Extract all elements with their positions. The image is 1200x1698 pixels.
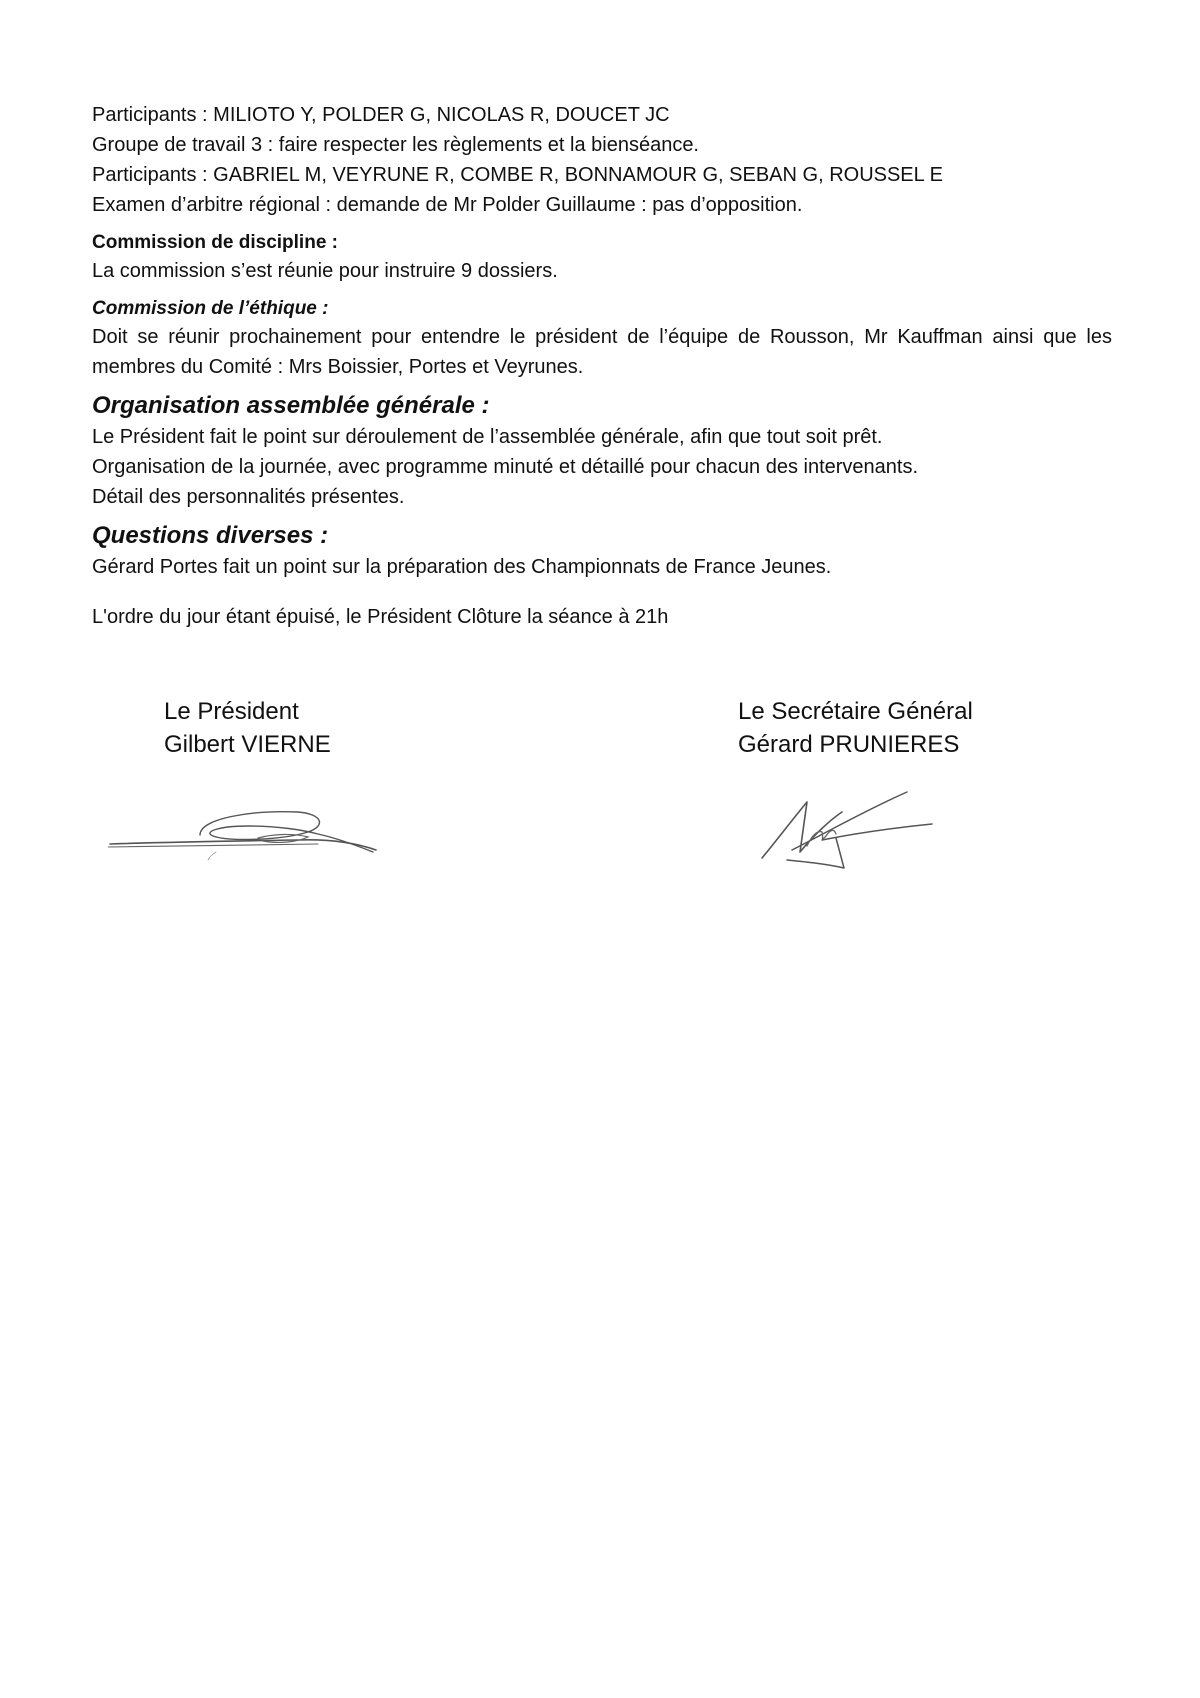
ethics-heading: Commission de l’éthique : (92, 298, 329, 319)
document-body (92, 100, 1112, 632)
misc-heading: Questions diverses : (92, 522, 329, 549)
participants-line-2: Participants : GABRIEL M, VEYRUNE R, COMBE R, BONNAMOUR G, SEBAN G, ROUSSEL E (92, 164, 943, 186)
secretary-name: Gérard PRUNIERES (738, 731, 960, 758)
working-group-3-line: Groupe de travail 3 : faire respecter les règlements et la bienséance. (92, 134, 699, 156)
assembly-line-3: Détail des personnalités présentes. (92, 486, 405, 508)
participants-line-1: Participants : MILIOTO Y, POLDER G, NICOLAS R, DOUCET JC (92, 104, 670, 126)
secretary-signature-block (738, 695, 973, 761)
assembly-line-1: Le Président fait le point sur déroulement de l’assemblée générale, afin que tout soit prêt. (92, 426, 883, 448)
secretary-signature (752, 780, 942, 875)
president-name: Gilbert VIERNE (164, 731, 331, 758)
misc-text: Gérard Portes fait un point sur la préparation des Championnats de France Jeunes. (92, 556, 832, 578)
referee-exam-line: Examen d’arbitre régional : demande de Mr Polder Guillaume : pas d’opposition. (92, 194, 803, 216)
president-signature-block (164, 695, 331, 761)
assembly-heading: Organisation assemblée générale : (92, 392, 490, 419)
president-title: Le Président (164, 698, 299, 725)
discipline-heading: Commission de discipline : (92, 232, 338, 253)
closing-statement: L'ordre du jour étant épuisé, le Président Clôture la séance à 21h (92, 606, 669, 628)
assembly-line-2: Organisation de la journée, avec programme minuté et détaillé pour chacun des intervenants. (92, 456, 919, 478)
president-signature (108, 790, 378, 870)
ethics-text: Doit se réunir prochainement pour entendre le président de l’équipe de Rousson, Mr Kauffman ainsi que les membres du Comité : Mrs Boissier, Portes et Veyrunes. (92, 326, 1112, 378)
discipline-text: La commission s’est réunie pour instruire 9 dossiers. (92, 260, 558, 282)
secretary-title: Le Secrétaire Général (738, 698, 973, 725)
spacer (92, 582, 1112, 602)
